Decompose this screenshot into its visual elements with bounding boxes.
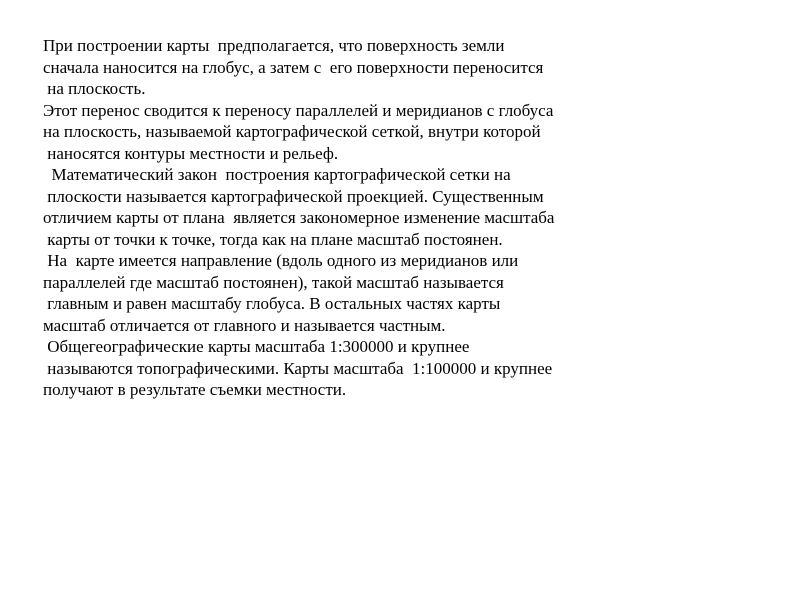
text-line: сначала наносится на глобус, а затем с его поверхности переносится [43,57,544,77]
text-line: параллелей где масштаб постоянен), такой масштаб называется [43,272,504,292]
text-line: Математический закон построения картографической сетки на [43,165,511,184]
text-line: называются топографическими. Карты масштаба 1:100000 и крупнее [43,358,553,378]
text-line: карты от точки к точке, тогда как на плане масштаб постоянен. [43,229,503,249]
text-line: отличием карты от плана является закономерное изменение масштаба [43,208,555,227]
text-line: Этот перенос сводится к переносу параллелей и меридианов с глобуса [43,100,554,120]
text-line: главным и равен масштабу глобуса. В остальных частях карты [43,294,501,313]
text-line: масштаб отличается от главного и называется частным. [43,315,446,335]
text-line: плоскости называется картографической проекцией. Существенным [43,186,544,206]
text-line: на плоскость. [43,79,146,98]
text-line: получают в результате съемки местности. [43,380,347,399]
text-line: наносятся контуры местности и рельеф. [43,143,339,163]
text-line: на плоскость, называемой картографической сеткой, внутри которой [43,122,541,141]
text-line: При построении карты предполагается, что поверхность земли [43,36,505,55]
body-text [43,35,783,401]
text-line: На карте имеется направление (вдоль одного из меридианов или [43,251,519,270]
text-line: Общегеографические карты масштаба 1:300000 и крупнее [43,337,470,356]
